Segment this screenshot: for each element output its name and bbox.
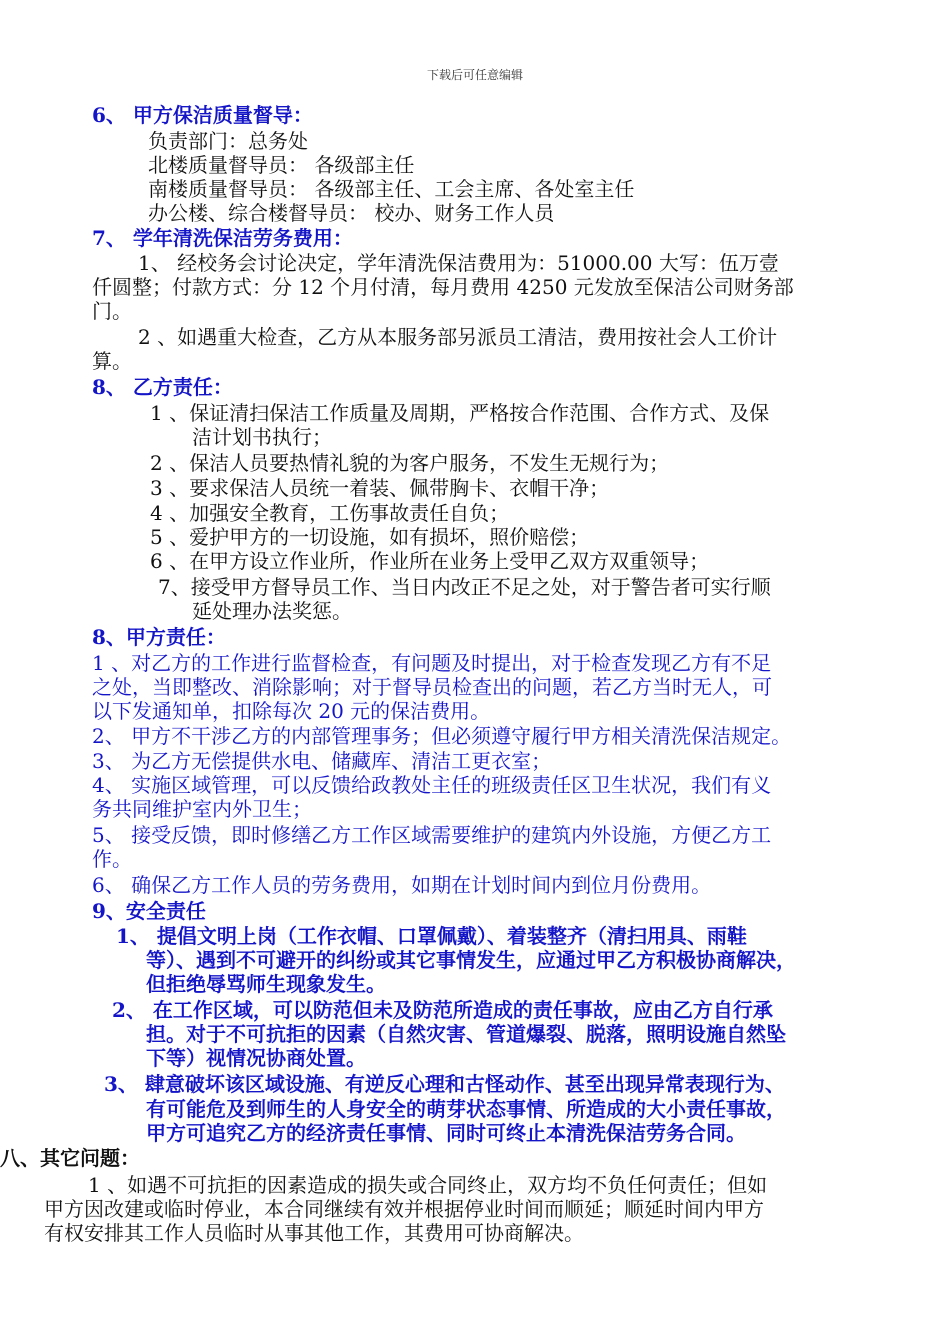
text-line: 1、 经校务会讨论决定，学年清洗保洁费用为：51000.00 大写：伍万壹 (138, 251, 779, 275)
text-line: 作。 (92, 847, 132, 871)
text-line: 3、 为乙方无偿提供水电、储藏库、清洁工更衣室； (92, 749, 552, 773)
text-line: 1 、如遇不可抗拒的因素造成的损失或合同终止，双方均不负任何责任；但如 (88, 1173, 768, 1197)
text-line: 务共同维护室内外卫生； (92, 797, 312, 821)
text-line: 5 、爱护甲方的一切设施，如有损坏，照价赔偿； (150, 525, 590, 549)
text-line: 2、 甲方不干涉乙方的内部管理事务；但必须遵守履行甲方相关清洗保洁规定。 (92, 724, 792, 748)
text-line: 8、甲方责任： (92, 625, 226, 649)
text-line: 洁计划书执行； (192, 425, 332, 449)
text-line: 有权安排其工作人员临时从事其他工作，其费用可协商解决。 (44, 1221, 584, 1245)
text-line: 6、 确保乙方工作人员的劳务费用，如期在计划时间内到位月份费用。 (92, 873, 712, 897)
text-line: 下等）视情况协商处置。 (146, 1046, 366, 1070)
text-line: 有可能危及到师生的人身安全的萌芽状态事情、所造成的大小责任事故， (146, 1097, 786, 1121)
text-line: 延处理办法奖惩。 (192, 599, 352, 623)
text-line: 甲方因改建或临时停业，本合同继续有效并根据停业时间而顺延；顺延时间内甲方 (44, 1197, 764, 1221)
text-line: 1 、对乙方的工作进行监督检查，有问题及时提出，对于检查发现乙方有不足 (92, 651, 772, 675)
text-line: 3、 肆意破坏该区域设施、有逆反心理和古怪动作、甚至出现异常表现行为、 (104, 1072, 785, 1096)
text-line: 7、接受甲方督导员工作、当日内改正不足之处，对于警告者可实行顺 (158, 575, 771, 599)
text-line: 7、 学年清洗保洁劳务费用： (92, 226, 353, 250)
text-line: 八、其它问题： (0, 1146, 140, 1170)
text-line: 但拒绝辱骂师生现象发生。 (146, 972, 386, 996)
text-line: 2 、如遇重大检查，乙方从本服务部另派员工清洁，费用按社会人工价计 (138, 325, 778, 349)
text-line: 负责部门：总务处 (148, 129, 308, 153)
text-line: 2、 在工作区域，可以防范但未及防范所造成的责任事故，应由乙方自行承 (112, 998, 773, 1022)
text-line: 以下发通知单，扣除每次 20 元的保洁费用。 (92, 699, 491, 723)
text-line: 门。 (92, 299, 132, 323)
text-line: 1 、保证清扫保洁工作质量及周期，严格按合作范围、合作方式、及保 (150, 401, 770, 425)
text-line: 4 、加强安全教育，工伤事故责任自负； (150, 501, 510, 525)
text-line: 8、 乙方责任： (92, 375, 233, 399)
text-line: 9、安全责任 (92, 899, 206, 923)
text-line: 南楼质量督导员： 各级部主任、工会主席、各处室主任 (148, 177, 635, 201)
text-line: 办公楼、综合楼督导员： 校办、财务工作人员 (148, 201, 555, 225)
text-line: 算。 (92, 349, 132, 373)
text-line: 4、 实施区域管理，可以反馈给政教处主任的班级责任区卫生状况，我们有义 (92, 773, 772, 797)
page-header: 下载后可任意编辑 (426, 68, 523, 82)
text-line: 等）、遇到不可避开的纠纷或其它事情发生，应通过甲乙方积极协商解决， (146, 948, 796, 972)
text-line: 6 、在甲方设立作业所，作业所在业务上受甲乙双方双重领导； (150, 549, 710, 573)
text-line: 北楼质量督导员： 各级部主任 (148, 153, 415, 177)
text-line: 之处，当即整改、消除影响；对于督导员检查出的问题，若乙方当时无人，可 (92, 675, 772, 699)
text-line: 1、 提倡文明上岗（工作衣帽、口罩佩戴）、着装整齐（清扫用具、雨鞋 (116, 924, 747, 948)
text-line: 6、 甲方保洁质量督导： (92, 103, 313, 127)
text-line: 2 、保洁人员要热情礼貌的为客户服务，不发生无规行为； (150, 451, 670, 475)
text-line: 5、 接受反馈，即时修缮乙方工作区域需要维护的建筑内外设施，方便乙方工 (92, 823, 772, 847)
text-line: 仟圆整；付款方式：分 12 个月付清，每月费用 4250 元发放至保洁公司财务部 (92, 275, 794, 299)
text-line: 甲方可追究乙方的经济责任事情、同时可终止本清洗保洁劳务合同。 (146, 1121, 746, 1145)
text-line: 担。对于不可抗拒的因素（自然灾害、管道爆裂、脱落，照明设施自然坠 (146, 1022, 786, 1046)
text-line: 3 、要求保洁人员统一着装、佩带胸卡、衣帽干净； (150, 476, 610, 500)
